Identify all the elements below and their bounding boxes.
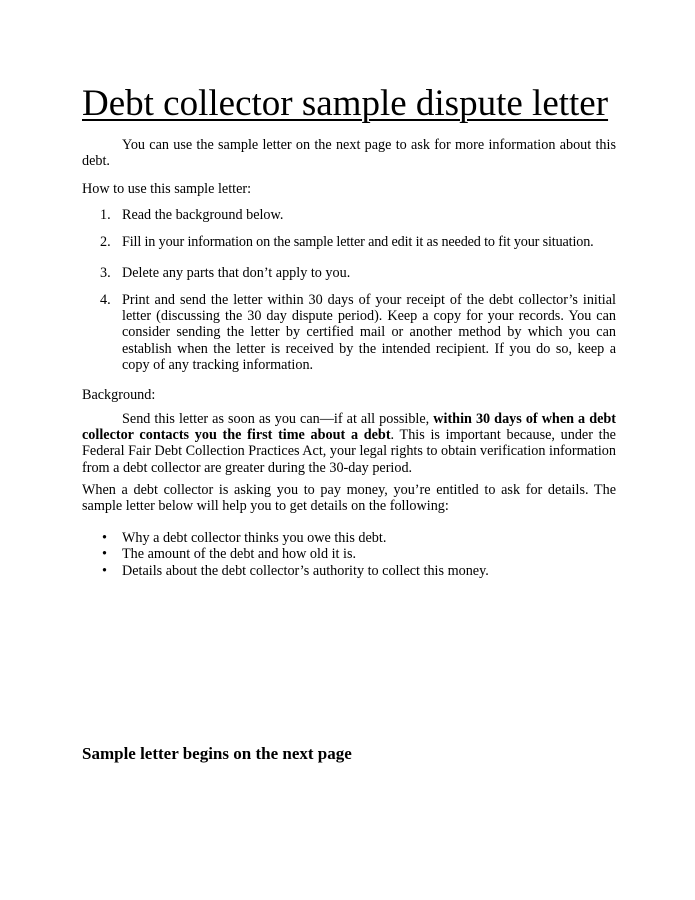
intro-paragraph: You can use the sample letter on the next page to ask for more information about this debt.: [82, 137, 616, 170]
background-heading: Background:: [82, 387, 156, 403]
list-item-text: Fill in your information on the sample letter and edit it as needed to fit your situation.: [122, 234, 594, 250]
bullet-text: Details about the debt collector’s authority to collect this money.: [122, 563, 489, 579]
list-item-number: 3.: [100, 265, 111, 281]
bullet-text: Why a debt collector thinks you owe this debt.: [122, 530, 387, 546]
list-item-text: Delete any parts that don’t apply to you.: [122, 265, 351, 281]
background-emphasis: within 30 days of when a debt collector contacts you the first time about a debt: [82, 411, 617, 444]
background-lead: Send this letter as soon as you can—if at all possible,: [122, 411, 434, 427]
background-rest: . This is important because, under the Federal Fair Debt Collection Practices Act, your legal rights to obtain verification information from a debt collector are greater during the 30-day period.: [82, 427, 616, 476]
page-title: Debt collector sample dispute letter: [82, 83, 609, 124]
details-paragraph: When a debt collector is asking you to pay money, you’re entitled to ask for details. The sample letter below will help you to get details on the following:: [82, 482, 616, 515]
list-item-text: Print and send the letter within 30 days of your receipt of the debt collector’s initial letter (discussing the 30 day dispute period). Keep a copy for your records. You can consider sending the letter by certified mail or another method by which you can establish when the letter is received by the intended recipient. If you do so, keep a copy of any tracking information.: [122, 292, 616, 373]
bullet-icon: •: [102, 530, 107, 546]
list-item-number: 4.: [100, 292, 111, 308]
background-paragraph: [82, 411, 616, 476]
list-item-text: Read the background below.: [122, 207, 284, 223]
bullet-text: The amount of the debt and how old it is.: [122, 546, 357, 562]
bullet-icon: •: [102, 546, 107, 562]
closing-heading: Sample letter begins on the next page: [82, 744, 352, 763]
bullet-icon: •: [102, 563, 107, 579]
list-item-number: 2.: [100, 234, 111, 250]
list-item-number: 1.: [100, 207, 111, 223]
how-to-heading: How to use this sample letter:: [82, 181, 252, 197]
document-page: [82, 0, 616, 900]
